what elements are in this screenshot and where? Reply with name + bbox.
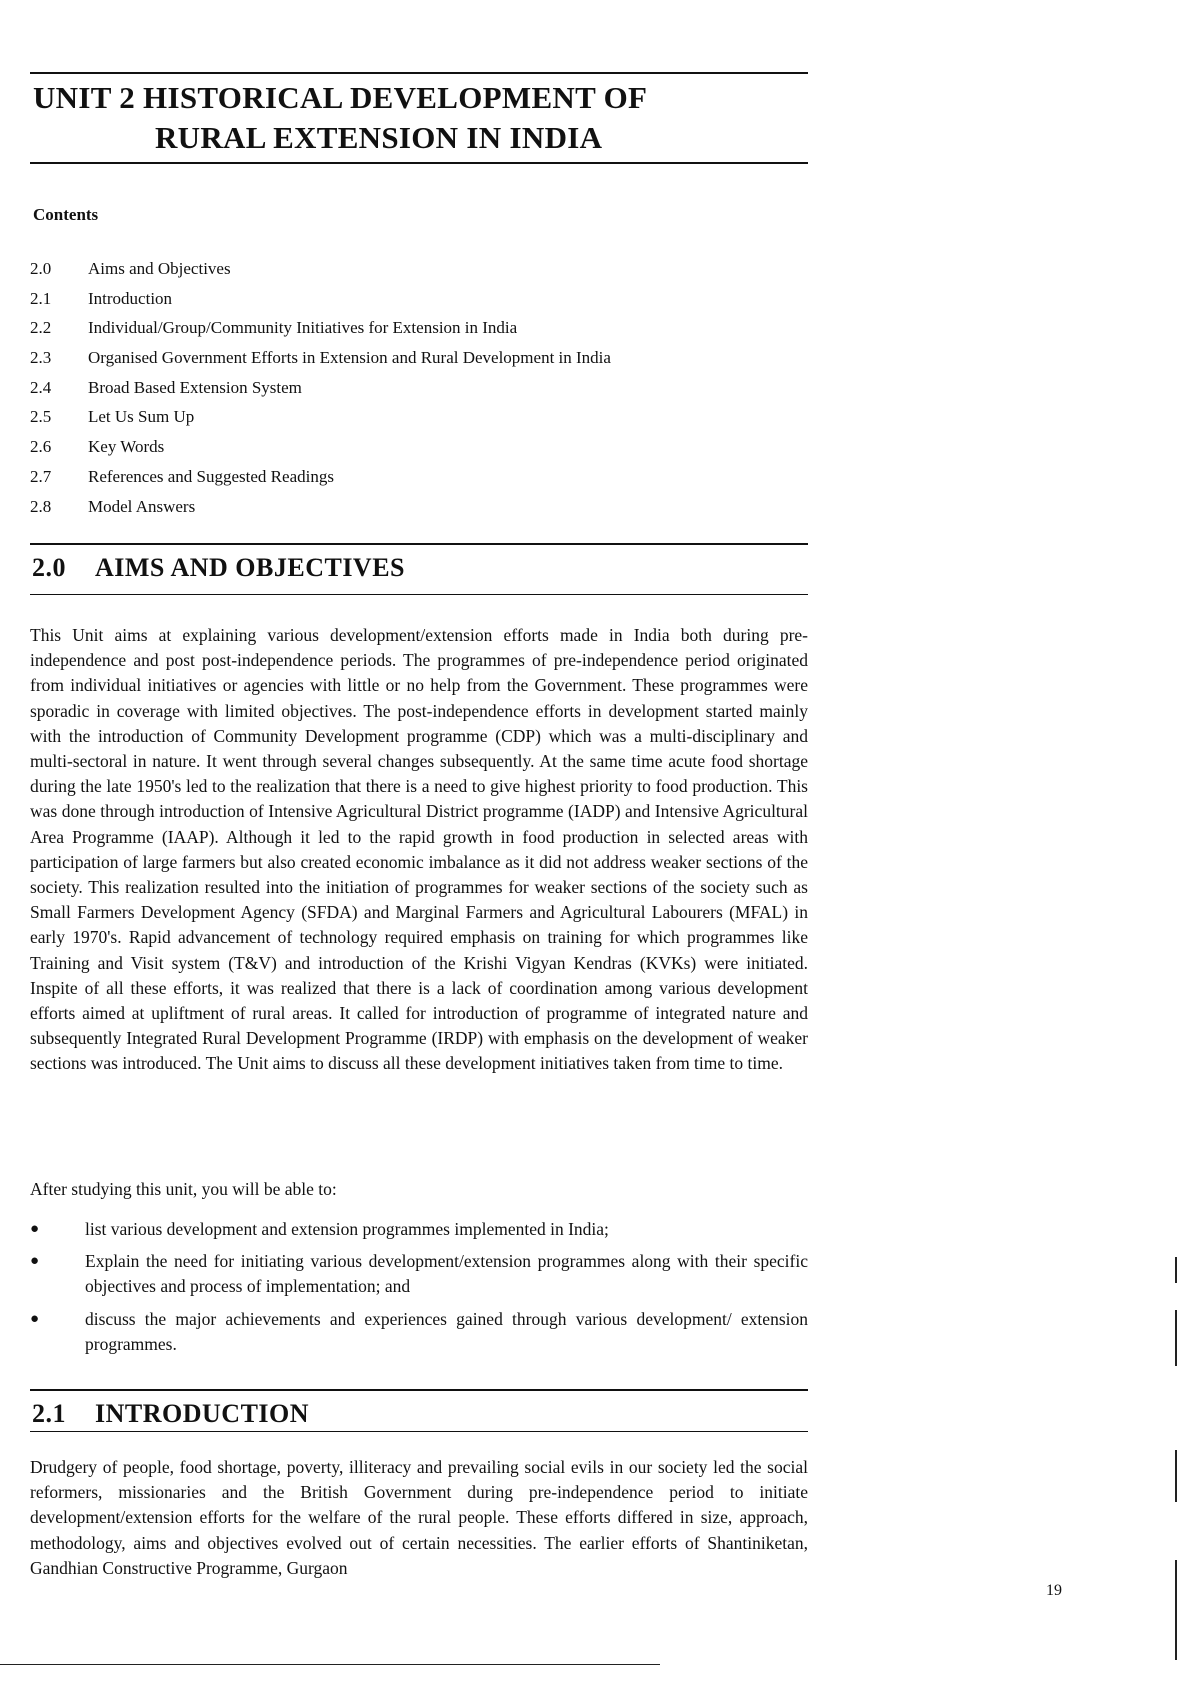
toc-item[interactable] — [30, 402, 790, 432]
objective-text: discuss the major achievements and experiences gained through various development/ extension programmes. — [85, 1308, 808, 1354]
objective-text: Explain the need for initiating various development/extension programmes along with their specific objectives and process of implementation; and — [85, 1251, 808, 1297]
toc-number: 2.6 — [30, 437, 52, 457]
page-number: 19 — [1046, 1582, 1062, 1599]
unit-title — [33, 78, 647, 158]
aims-paragraph: This Unit aims at explaining various development/extension efforts made in India both during pre-independence and post post-independence periods. The programmes of pre-independence period originated from individual initiatives or agencies with little or no help from the Government. These programmes were sporadic in coverage with limited objectives. The post-independence efforts in development started mainly with the introduction of Community Development programme (CDP) which was a multi-disciplinary and multi-sectoral in nature. It went through several changes subsequently. At the same time acute food shortage during the late 1950's led to the realization that there is a need to give highest priority to food production. This was done through introduction of Intensive Agricultural District programme (IADP) and Intensive Agricultural Area Programme (IAAP). Although it led to the rapid growth in food production in selected areas with participation of large farmers but also created economic imbalance as it did not address weaker sections of the society. This realization resulted into the initiation of programmes for weaker sections of the society such as Small Farmers Development Agency (SFDA) and Marginal Farmers and Agricultural Labourers (MFAL) in early 1970's. Rapid advancement of technology required emphasis on training for which programmes like Training and Visit system (T&V) and introduction of the Krishi Vigyan Kendras (KVKs) were initiated. Inspite of all these efforts, it was realized that there is a lack of coordination among various development efforts aimed at upliftment of rural areas. It called for introduction of programme of integrated nature and subsequently Integrated Rural Development Programme (IRDP) with emphasis on the development of weaker sections was introduced. The Unit aims to discuss all these development initiatives taken from time to time. — [30, 625, 808, 1074]
toc-number: 2.4 — [30, 377, 52, 397]
scan-margin-mark — [1175, 1450, 1177, 1502]
list-item — [30, 1307, 808, 1357]
toc-number: 2.3 — [30, 348, 52, 368]
toc-number: 2.1 — [30, 288, 52, 308]
toc-item[interactable] — [30, 254, 790, 284]
toc-number: 2.8 — [30, 496, 52, 516]
section-intro-title: INTRODUCTION — [95, 1399, 310, 1428]
intro-paragraph: Drudgery of people, food shortage, poverty, illiteracy and prevailing social evils in our society led the social reformers, missionaries and the British Government during pre-independence period to initiate development/extension efforts for the welfare of the rural people. These efforts differed in size, approach, methodology, aims and objectives evolved out of certain necessities. The earlier efforts of Shantiniketan, Gandhian Constructive Programme, Gurgaon — [30, 1457, 808, 1578]
bullet-icon: ● — [30, 1310, 40, 1327]
section-intro-top-rule — [30, 1389, 808, 1391]
toc-title: Organised Government Efforts in Extension and Rural Development in India — [88, 348, 611, 368]
scan-margin-mark — [1175, 1310, 1177, 1366]
section-aims-title: AIMS AND OBJECTIVES — [95, 553, 406, 582]
scan-margin-mark — [1175, 1560, 1177, 1660]
section-aims-number: 2.0 — [32, 553, 66, 582]
scan-margin-mark — [1175, 1257, 1177, 1283]
section-aims-heading — [32, 553, 405, 583]
toc-title: Individual/Group/Community Initiatives for Extension in India — [88, 318, 518, 338]
bullet-icon: ● — [30, 1253, 40, 1270]
toc-number: 2.7 — [30, 466, 52, 486]
section-intro-bottom-rule — [30, 1431, 808, 1432]
toc-item[interactable] — [30, 462, 790, 492]
title-bottom-rule — [30, 162, 808, 164]
toc-item[interactable] — [30, 313, 790, 343]
toc-item[interactable] — [30, 343, 790, 373]
section-intro-number: 2.1 — [32, 1399, 66, 1428]
toc-item[interactable] — [30, 284, 790, 314]
footer-rule — [0, 1664, 660, 1665]
toc-title: References and Suggested Readings — [88, 466, 334, 486]
toc-number: 2.2 — [30, 318, 52, 338]
unit-title-line-2: RURAL EXTENSION IN INDIA — [155, 120, 603, 155]
section-intro-heading — [32, 1399, 309, 1429]
objective-text: list various development and extension programmes implemented in India; — [85, 1219, 609, 1239]
toc-title: Broad Based Extension System — [88, 377, 302, 397]
toc-title: Key Words — [88, 437, 165, 457]
toc-number: 2.0 — [30, 259, 52, 278]
list-item — [30, 1217, 808, 1242]
title-top-rule — [30, 72, 808, 74]
list-item — [30, 1249, 808, 1299]
toc-title: Aims and Objectives — [88, 259, 231, 278]
section-aims-bottom-rule — [30, 594, 808, 595]
objectives-lead-in: After studying this unit, you will be able to: — [30, 1179, 337, 1199]
contents-label: Contents — [33, 205, 99, 224]
toc-title: Let Us Sum Up — [88, 407, 195, 427]
objectives-list — [30, 1217, 808, 1364]
toc-item[interactable] — [30, 492, 790, 522]
unit-title-line-1: UNIT 2 HISTORICAL DEVELOPMENT OF — [33, 80, 648, 115]
section-aims-top-rule — [30, 543, 808, 545]
toc-title: Introduction — [88, 288, 173, 308]
table-of-contents — [30, 254, 790, 521]
toc-item[interactable] — [30, 432, 790, 462]
toc-title: Model Answers — [88, 496, 196, 516]
bullet-icon: ● — [30, 1221, 40, 1237]
toc-number: 2.5 — [30, 407, 52, 427]
toc-item[interactable] — [30, 373, 790, 403]
